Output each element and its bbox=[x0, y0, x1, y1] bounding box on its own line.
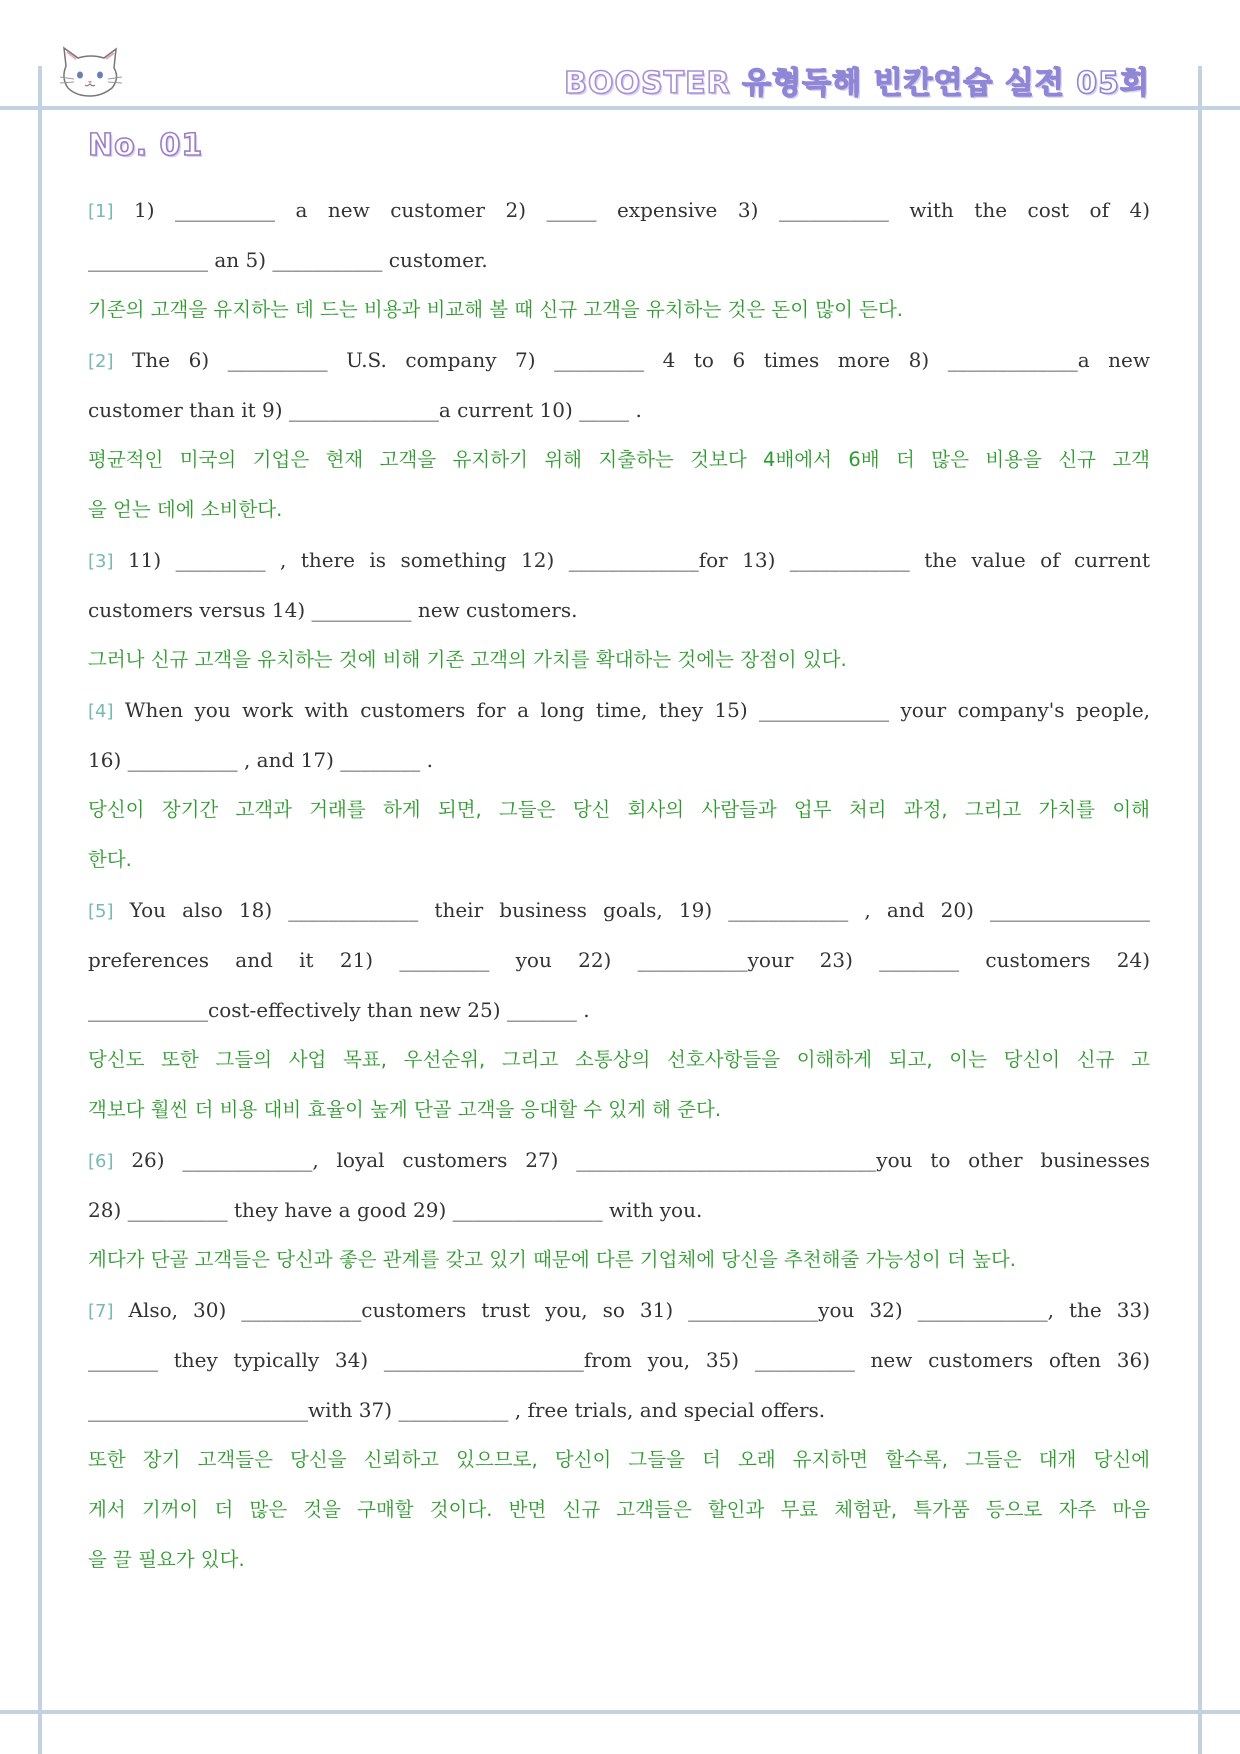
blank-sentence-line bbox=[88, 885, 1150, 935]
line-text: You also 18) _____________ their business goals, 19) ____________ , and 20) ________________ bbox=[129, 898, 1150, 922]
line-text: preferences and it 21) _________ you 22) ___________your 23) ________ customers 24) bbox=[88, 948, 1150, 972]
line-text: The 6) __________ U.S. company 7) _________ 4 to 6 times more 8) _____________a new bbox=[132, 348, 1150, 372]
blank-sentence-line bbox=[88, 535, 1150, 585]
line-text: customers versus 14) __________ new customers. bbox=[88, 598, 578, 622]
line-text: 게다가 단골 고객들은 당신과 좋은 관계를 갖고 있기 때문에 다른 기업체에 당신을 추천해줄 가능성이 더 높다. bbox=[88, 1248, 1017, 1271]
line-text: 그러나 신규 고객을 유치하는 것에 비해 기존 고객의 가치를 확대하는 것에는 장점이 있다. bbox=[88, 648, 847, 671]
line-text: 1) __________ a new customer 2) _____ expensive 3) ___________ with the cost of 4) bbox=[133, 198, 1150, 222]
blank-sentence-line bbox=[88, 1285, 1150, 1335]
blank-sentence-line bbox=[88, 235, 1150, 285]
translation-line bbox=[88, 785, 1150, 835]
translation-line bbox=[88, 1085, 1150, 1135]
line-text: 11) _________ , there is something 12) _____________for 13) ____________ the value of current bbox=[127, 548, 1150, 572]
sentence-number: [2] bbox=[88, 351, 114, 372]
line-text: 당신도 또한 그들의 사업 목표, 우선순위, 그리고 소통상의 선호사항들을 이해하게 되고, 이는 당신이 신규 고 bbox=[88, 1048, 1150, 1071]
line-text: 평균적인 미국의 기업은 현재 고객을 유지하기 위해 지출하는 것보다 4배에서 6배 더 많은 비용을 신규 고객 bbox=[88, 448, 1150, 471]
frame-left-line bbox=[38, 66, 42, 1754]
blank-sentence-line bbox=[88, 685, 1150, 735]
blank-sentence-line bbox=[88, 1335, 1150, 1385]
blank-sentence-line bbox=[88, 985, 1150, 1035]
translation-line bbox=[88, 1535, 1150, 1585]
line-text: 16) ___________ , and 17) ________ . bbox=[88, 748, 433, 772]
translation-line bbox=[88, 635, 1150, 685]
line-text: 객보다 훨씬 더 비용 대비 효율이 높게 단골 고객을 응대할 수 있게 해 준다. bbox=[88, 1098, 722, 1121]
cat-icon bbox=[58, 44, 124, 100]
blank-sentence-line bbox=[88, 1385, 1150, 1435]
sentence-number: [7] bbox=[88, 1301, 114, 1322]
blank-sentence-line bbox=[88, 585, 1150, 635]
blank-sentence-line bbox=[88, 935, 1150, 985]
line-text: _______ they typically 34) ____________________from you, 35) __________ new customers often 36) bbox=[88, 1348, 1150, 1372]
line-text: 을 끌 필요가 있다. bbox=[88, 1548, 245, 1571]
blank-sentence-line bbox=[88, 1135, 1150, 1185]
frame-right-line bbox=[1198, 66, 1202, 1754]
sentence-number: [1] bbox=[88, 201, 114, 222]
translation-line bbox=[88, 285, 1150, 335]
header-title-ko: 유형독해 빈칸연습 실전 05회 bbox=[742, 66, 1150, 101]
line-text: 기존의 고객을 유지하는 데 드는 비용과 비교해 볼 때 신규 고객을 유치하는 것은 돈이 많이 든다. bbox=[88, 298, 903, 321]
line-text: 26) _____________, loyal customers 27) ______________________________you to other businesses bbox=[131, 1148, 1150, 1172]
translation-line bbox=[88, 1235, 1150, 1285]
frame-top-line bbox=[0, 106, 1240, 110]
blank-sentence-line bbox=[88, 185, 1150, 235]
line-text: 28) __________ they have a good 29) _______________ with you. bbox=[88, 1198, 703, 1222]
line-text: customer than it 9) _______________a current 10) _____ . bbox=[88, 398, 642, 422]
line-text: ______________________with 37) ___________ , free trials, and special offers. bbox=[88, 1398, 826, 1422]
line-text: 당신이 장기간 고객과 거래를 하게 되면, 그들은 당신 회사의 사람들과 업무 처리 과정, 그리고 가치를 이해 bbox=[88, 798, 1150, 821]
problem-number: No. 01 bbox=[88, 128, 204, 163]
line-text: 을 얻는 데에 소비한다. bbox=[88, 498, 283, 521]
translation-line bbox=[88, 1435, 1150, 1485]
blank-sentence-line bbox=[88, 385, 1150, 435]
exercise-body bbox=[88, 185, 1150, 1585]
blank-sentence-line bbox=[88, 735, 1150, 785]
sentence-number: [4] bbox=[88, 701, 114, 722]
sentence-number: [6] bbox=[88, 1151, 114, 1172]
line-text: When you work with customers for a long time, they 15) _____________ your company's people, bbox=[124, 698, 1150, 722]
translation-line bbox=[88, 835, 1150, 885]
translation-line bbox=[88, 1035, 1150, 1085]
line-text: 또한 장기 고객들은 당신을 신뢰하고 있으므로, 당신이 그들을 더 오래 유지하면 할수록, 그들은 대개 당신에 bbox=[88, 1448, 1150, 1471]
blank-sentence-line bbox=[88, 1185, 1150, 1235]
blank-sentence-line bbox=[88, 335, 1150, 385]
frame-bottom-line bbox=[0, 1710, 1240, 1714]
header-title bbox=[564, 58, 1150, 102]
line-text: Also, 30) ____________customers trust you, so 31) _____________you 32) _____________, the 33) bbox=[128, 1298, 1150, 1322]
line-text: 게서 기꺼이 더 많은 것을 구매할 것이다. 반면 신규 고객들은 할인과 무료 체험판, 특가품 등으로 자주 마음 bbox=[88, 1498, 1150, 1521]
translation-line bbox=[88, 435, 1150, 485]
sentence-number: [5] bbox=[88, 901, 114, 922]
sentence-number: [3] bbox=[88, 551, 114, 572]
translation-line bbox=[88, 1485, 1150, 1535]
header-title-en: BOOSTER bbox=[564, 66, 731, 101]
line-text: ____________cost-effectively than new 25) _______ . bbox=[88, 998, 590, 1022]
line-text: 한다. bbox=[88, 848, 132, 871]
line-text: ____________ an 5) ___________ customer. bbox=[88, 248, 488, 272]
translation-line bbox=[88, 485, 1150, 535]
